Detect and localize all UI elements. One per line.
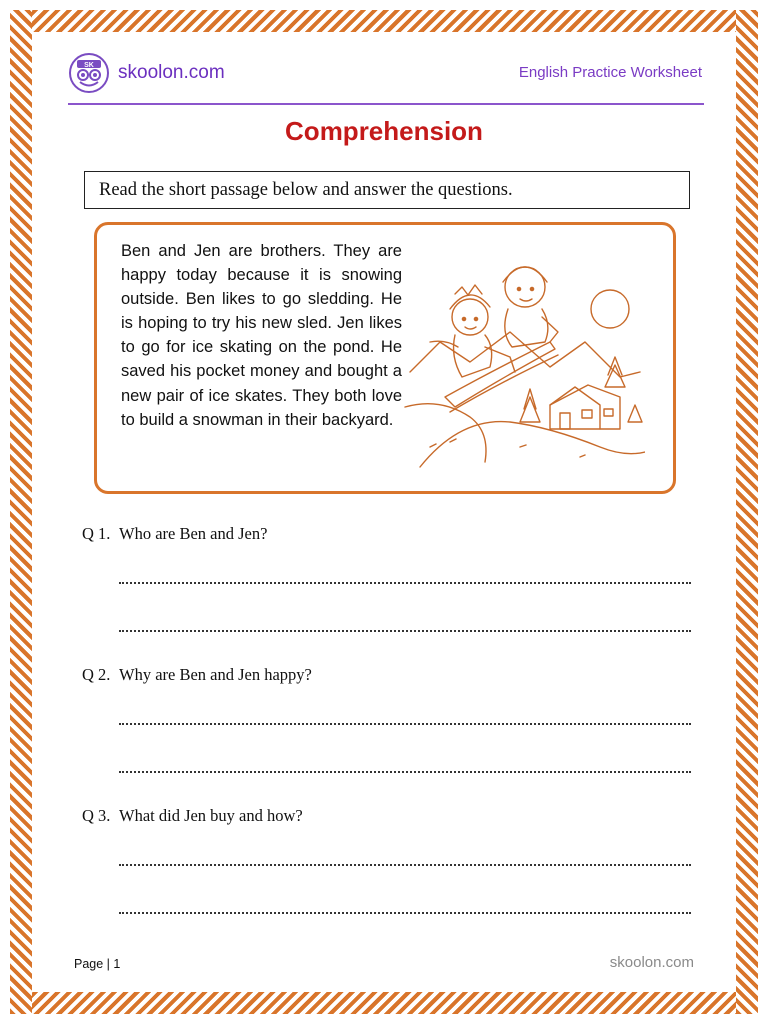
answer-line-3b[interactable] (119, 912, 691, 914)
answer-line-1a[interactable] (119, 582, 691, 584)
passage-box (94, 222, 676, 494)
svg-text:SK: SK (84, 62, 94, 69)
answer-line-1b[interactable] (119, 630, 691, 632)
logo[interactable] (68, 52, 225, 94)
owl-logo-icon (68, 52, 110, 94)
answer-line-3a[interactable] (119, 864, 691, 866)
instruction-box: Read the short passage below and answer the questions. (84, 171, 690, 209)
sledding-kids-illustration (400, 247, 645, 472)
answer-line-2b[interactable] (119, 771, 691, 773)
border-right (736, 10, 758, 1014)
question-number: Q 1. (82, 524, 111, 543)
border-top (10, 10, 758, 32)
footer-site[interactable]: skoolon.com (609, 954, 694, 971)
header-divider (68, 103, 704, 105)
border-bottom (10, 992, 758, 1014)
passage-text: Ben and Jen are brothers. They are happy today because it is snowing outside. Ben likes to go sledding. He is hoping to try his new sled. Jen likes to go for ice skating on the pond. He saved his pocket money and bought a new pair of ice skates. They both love to build a snowman in their backyard. (121, 242, 402, 429)
logo-text: skoolon.com (118, 62, 225, 83)
question-1 (82, 524, 267, 544)
border-left (10, 10, 32, 1014)
question-number: Q 2. (82, 665, 111, 684)
answer-line-2a[interactable] (119, 723, 691, 725)
page-title: Comprehension (285, 116, 483, 146)
question-text: Who are Ben and Jen? (119, 524, 268, 543)
page-number: Page | 1 (74, 957, 121, 971)
worksheet-subtitle: English Practice Worksheet (518, 64, 702, 81)
question-3 (82, 806, 303, 826)
question-text: Why are Ben and Jen happy? (119, 665, 312, 684)
question-number: Q 3. (82, 806, 111, 825)
question-text: What did Jen buy and how? (119, 806, 303, 825)
question-2 (82, 665, 312, 685)
